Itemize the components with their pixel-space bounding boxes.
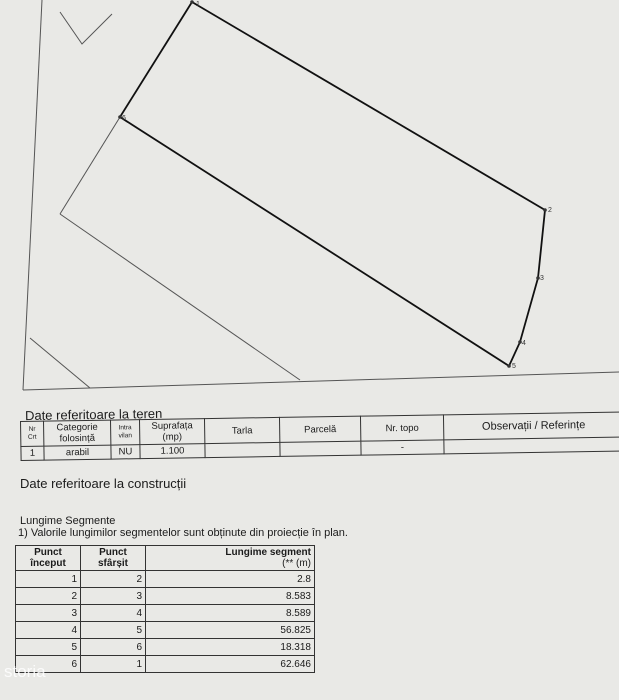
- parcel-outline: [120, 2, 545, 366]
- col-nr: Nr Crt: [21, 421, 44, 446]
- point-label: 2: [548, 207, 552, 214]
- segmente-table: [15, 545, 315, 673]
- table-row: 5 6 18.318: [16, 639, 315, 656]
- point-label: 4: [522, 340, 526, 347]
- teren-data-row: 1 arabil NU 1.100 -: [21, 437, 619, 460]
- segmente-note: 1) Valorile lungimilor segmentelor sunt obținute din proiecție în plan.: [18, 527, 348, 539]
- table-row: 3 4 8.589: [16, 605, 315, 622]
- teren-table: [20, 412, 619, 461]
- col-categorie: Categorie folosință: [44, 420, 111, 446]
- point-label: 5: [512, 363, 516, 370]
- col-parcela: Parcelă: [279, 416, 360, 442]
- col-suprafata: Suprafața (mp): [139, 419, 204, 445]
- col-nr-topo: Nr. topo: [360, 415, 443, 441]
- segmente-title: Lungime Segmente: [20, 515, 116, 527]
- table-row: 2 3 8.583: [16, 588, 315, 605]
- teren-heading: Date referitoare la teren: [24, 405, 163, 424]
- point-label: 1: [196, 1, 200, 8]
- table-row: 4 5 56.825: [16, 622, 315, 639]
- col-intravilan: Intra vilan: [110, 420, 139, 445]
- col-punct-inceput: Punct început: [16, 546, 81, 571]
- col-tarla: Tarla: [204, 417, 279, 443]
- frame-lines: [23, 0, 619, 390]
- col-lungime: Lungime segment (** (m): [146, 546, 315, 571]
- storia-watermark: storia: [4, 662, 46, 681]
- segmente-header-row: [16, 546, 315, 571]
- point-label: 3: [540, 275, 544, 282]
- table-row: 1 2 2.8: [16, 571, 315, 588]
- col-punct-sfarsit: Punct sfârșit: [81, 546, 146, 571]
- table-row: 6 1 62.646: [16, 656, 315, 673]
- point-label: 6: [122, 115, 126, 122]
- constructii-heading: Date referitoare la construcții: [20, 476, 187, 491]
- col-observatii: Observații / Referințe: [443, 412, 619, 440]
- point-markers: [118, 0, 552, 370]
